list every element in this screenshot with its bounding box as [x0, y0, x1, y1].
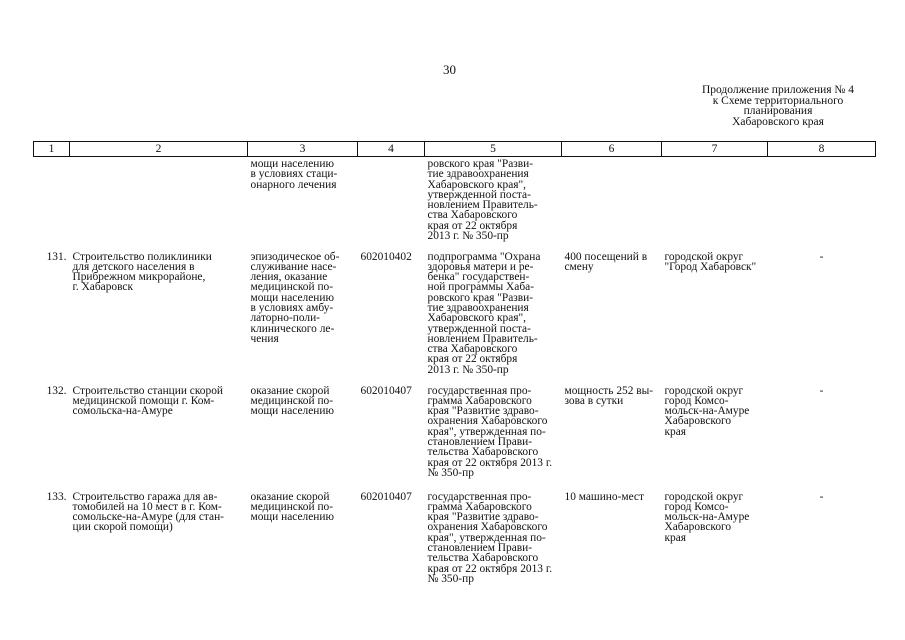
- cell-line: государственная про-: [427, 384, 532, 397]
- cell-line: 133.: [46, 490, 67, 503]
- cell-line: тие здравоохранения: [427, 168, 529, 181]
- cell-line: Строительство поликлиники: [72, 250, 212, 263]
- cell-line: 400 посещений в: [564, 250, 648, 263]
- cell-line: латорно-поли-: [250, 312, 320, 325]
- cell-program: [425, 489, 562, 609]
- column-header: 8: [768, 142, 876, 157]
- cell-location: [662, 249, 768, 383]
- table-row: [34, 489, 876, 609]
- cell-line: грамма Хабаровского: [427, 500, 532, 513]
- cell-line: 10 машино-мест: [564, 490, 644, 503]
- cell-line: 602010402: [360, 250, 412, 263]
- cell-capacity: [562, 157, 662, 249]
- cell-line: мощи населению: [250, 158, 334, 170]
- cell-line: сомольске-на-Амуре (для стан-: [72, 511, 224, 524]
- cell-program: [425, 249, 562, 383]
- cell-line: эпизодическое об-: [250, 250, 340, 263]
- cell-line: городской округ: [664, 250, 744, 263]
- cell-object-name: [70, 249, 248, 383]
- cell-line: медицинской по-: [250, 394, 334, 407]
- cell-line: -: [819, 250, 824, 263]
- appendix-line: к Схеме территориального: [712, 94, 844, 107]
- appendix-line: планирования: [743, 105, 813, 117]
- cell-line: мощи населению: [250, 405, 334, 418]
- cell-capacity: [562, 383, 662, 489]
- cell-line: Прибрежном микрорайоне,: [72, 271, 206, 284]
- cell-line: ства Хабаровского: [427, 343, 518, 356]
- cell-line: мольск-на-Амуре: [664, 511, 750, 524]
- cell-zone: [768, 157, 876, 249]
- cell-line: становлением Прави-: [427, 541, 533, 554]
- cell-line: охранения Хабаровского: [427, 521, 548, 534]
- cell-line: Строительство станции скорой: [72, 384, 223, 397]
- cell-line: 131.: [46, 250, 67, 263]
- cell-line: город Комсо-: [664, 500, 729, 513]
- cell-purpose: [248, 249, 358, 383]
- table-header-row: [34, 142, 876, 157]
- cell-line: охранения Хабаровского: [427, 415, 548, 428]
- cell-program: [425, 383, 562, 489]
- cell-line: края от 22 октября 2013 г.: [427, 562, 553, 575]
- cell-line: № 350-пр: [427, 466, 474, 479]
- cell-purpose: [248, 489, 358, 609]
- cell-line: Хабаровского: [664, 521, 732, 534]
- cell-line: Строительство гаража для ав-: [72, 490, 218, 503]
- cell-line: онарного лечения: [250, 178, 337, 191]
- cell-line: ной программы Хаба-: [427, 281, 534, 294]
- cell-line: чения: [250, 332, 279, 345]
- cell-line: государственная про-: [427, 490, 532, 503]
- cell-line: оказание скорой: [250, 384, 330, 397]
- cell-line: тельства Хабаровского: [427, 552, 539, 565]
- appendix-caption: [690, 85, 866, 127]
- cell-line: края: [664, 531, 687, 544]
- cell-line: в условиях стаци-: [250, 168, 338, 181]
- cell-line: -: [819, 490, 824, 503]
- cell-program: [425, 157, 562, 249]
- cell-line: тельства Хабаровского: [427, 446, 539, 459]
- cell-line: для детского населения в: [72, 260, 195, 273]
- cell-line: смену: [564, 260, 594, 273]
- cell-line: клинического ле-: [250, 322, 335, 335]
- table-row: [34, 249, 876, 383]
- cell-line: медицинской помощи г. Ком-: [72, 394, 215, 407]
- cell-line: город Комсо-: [664, 394, 729, 407]
- cell-line: 602010407: [360, 490, 412, 503]
- cell-zone: [768, 249, 876, 383]
- cell-code: [358, 157, 425, 249]
- cell-line: медицинской по-: [250, 500, 334, 513]
- cell-location: [662, 489, 768, 609]
- cell-row-number: [34, 489, 70, 609]
- cell-line: утвержденной поста-: [427, 188, 531, 201]
- table-row-continuation: [34, 157, 876, 249]
- cell-line: становлением Прави-: [427, 435, 533, 448]
- column-header: 4: [358, 142, 425, 157]
- cell-zone: [768, 383, 876, 489]
- cell-line: тие здравоохранения: [427, 301, 529, 314]
- cell-line: подпрограмма "Охрана: [427, 250, 541, 263]
- cell-line: 2013 г. № 350-пр: [427, 230, 509, 243]
- cell-line: "Город Хабаровск": [664, 260, 757, 273]
- cell-object-name: [70, 489, 248, 609]
- cell-purpose: [248, 383, 358, 489]
- cell-line: бенка" государствен-: [427, 271, 530, 284]
- cell-line: в условиях амбу-: [250, 301, 334, 314]
- cell-code: [358, 383, 425, 489]
- cell-zone: [768, 489, 876, 609]
- cell-line: края", утвержденная по-: [427, 531, 546, 544]
- cell-line: ровского края "Разви-: [427, 291, 534, 304]
- cell-line: новлением Правитель-: [427, 199, 538, 212]
- appendix-line: Продолжение приложения № 4: [701, 84, 855, 96]
- cell-line: края от 22 октября: [427, 219, 518, 232]
- cell-line: 602010407: [360, 384, 412, 397]
- cell-line: мольск-на-Амуре: [664, 405, 750, 418]
- column-header: 7: [662, 142, 768, 157]
- column-header: 6: [562, 142, 662, 157]
- cell-line: служивание насе-: [250, 260, 337, 273]
- cell-object-name: [70, 157, 248, 249]
- appendix-line: Хабаровского края: [732, 115, 824, 128]
- planning-table: [33, 141, 876, 609]
- table-row: [34, 383, 876, 489]
- cell-row-number: [34, 157, 70, 249]
- cell-line: сомольска-на-Амуре: [72, 405, 173, 418]
- cell-line: Хабаровского: [664, 415, 732, 428]
- cell-line: ления, оказание: [250, 271, 328, 284]
- cell-line: здоровья матери и ре-: [427, 260, 534, 273]
- cell-line: края", утвержденная по-: [427, 425, 546, 438]
- cell-row-number: [34, 383, 70, 489]
- cell-line: оказание скорой: [250, 490, 330, 503]
- cell-row-number: [34, 249, 70, 383]
- cell-line: новлением Правитель-: [427, 332, 538, 345]
- cell-line: медицинской по-: [250, 281, 334, 294]
- cell-code: [358, 489, 425, 609]
- column-header: 5: [425, 142, 562, 157]
- cell-line: зова в сутки: [564, 394, 624, 407]
- cell-line: мощность 252 вы-: [564, 384, 654, 397]
- cell-line: края "Развитие здраво-: [427, 511, 539, 524]
- cell-line: 132.: [46, 384, 67, 397]
- cell-line: 2013 г. № 350-пр: [427, 363, 509, 376]
- cell-purpose: [248, 157, 358, 249]
- cell-line: городской округ: [664, 490, 744, 503]
- cell-line: Хабаровского края",: [427, 312, 526, 325]
- cell-line: городской округ: [664, 384, 744, 397]
- cell-capacity: [562, 249, 662, 383]
- cell-line: края: [664, 425, 687, 438]
- cell-line: г. Хабаровск: [72, 281, 134, 294]
- cell-line: ровского края "Разви-: [427, 158, 534, 170]
- cell-line: края от 22 октября 2013 г.: [427, 456, 553, 469]
- cell-line: края от 22 октября: [427, 353, 518, 366]
- cell-code: [358, 249, 425, 383]
- cell-line: -: [819, 384, 824, 397]
- cell-line: мощи населению: [250, 291, 334, 304]
- cell-line: утвержденной поста-: [427, 322, 531, 335]
- cell-line: Хабаровского края",: [427, 178, 526, 191]
- cell-line: мощи населению: [250, 511, 334, 524]
- cell-line: № 350-пр: [427, 572, 474, 585]
- column-header: 3: [248, 142, 358, 157]
- cell-line: грамма Хабаровского: [427, 394, 532, 407]
- column-header: 1: [34, 142, 70, 157]
- cell-capacity: [562, 489, 662, 609]
- column-header: 2: [70, 142, 248, 157]
- cell-line: края "Развитие здраво-: [427, 405, 539, 418]
- cell-line: ции скорой помощи): [72, 521, 173, 534]
- page-number: 30: [443, 62, 456, 77]
- cell-location: [662, 157, 768, 249]
- cell-object-name: [70, 383, 248, 489]
- cell-line: томобилей на 10 мест в г. Ком-: [72, 500, 222, 513]
- cell-location: [662, 383, 768, 489]
- cell-line: ства Хабаровского: [427, 209, 518, 222]
